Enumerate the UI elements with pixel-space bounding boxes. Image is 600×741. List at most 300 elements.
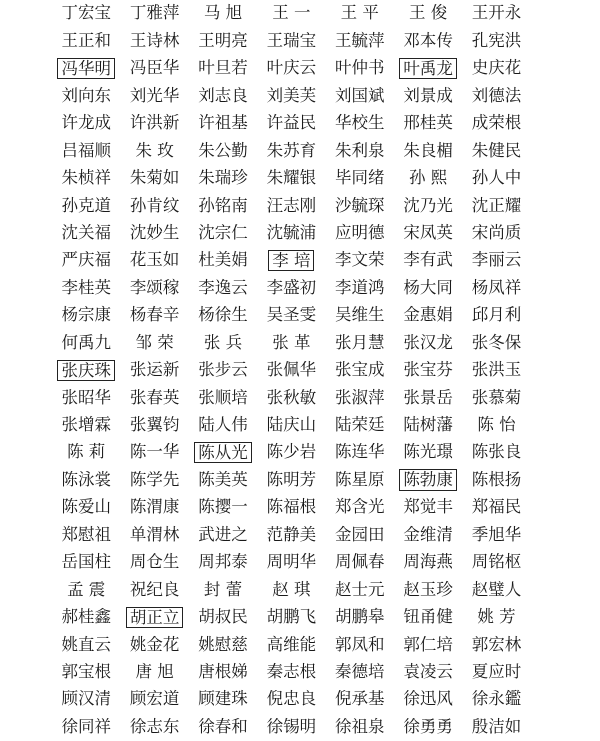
name-text: 陈一华 (129, 442, 180, 462)
name-cell (52, 0, 120, 27)
name-text: 吕福顺 (61, 140, 111, 160)
name-cell (394, 137, 462, 164)
name-text: 张冬保 (471, 332, 522, 352)
name-cell (189, 576, 257, 603)
name-text: 范静美 (266, 524, 317, 544)
name-cell (394, 384, 462, 411)
name-cell (394, 357, 462, 384)
name-cell (189, 494, 257, 521)
name-text: 张顺培 (198, 387, 248, 407)
name-cell (257, 384, 325, 411)
name-text: 徐春和 (198, 716, 248, 736)
name-text: 秦志根 (266, 661, 317, 681)
name-text: 成荣根 (471, 113, 522, 133)
name-cell (189, 659, 257, 686)
name-cell (52, 549, 120, 576)
name-text: 周邦泰 (198, 552, 248, 572)
name-text: 郑慰祖 (61, 524, 111, 544)
name-cell (52, 274, 120, 301)
name-text: 应明德 (335, 222, 385, 242)
name-text: 秦德培 (335, 661, 385, 681)
name-cell (120, 494, 188, 521)
name-cell (120, 549, 188, 576)
name-cell (120, 55, 188, 82)
name-cell (326, 247, 394, 274)
name-cell (462, 713, 530, 740)
name-text: 刘光华 (129, 85, 180, 105)
name-text: 许龙成 (61, 113, 111, 133)
name-cell (120, 220, 188, 247)
name-text: 朱瑞珍 (198, 168, 248, 188)
name-text: 张秋敏 (266, 387, 317, 407)
name-text: 陈连华 (335, 442, 385, 462)
name-text: 徐永鑑 (471, 689, 522, 709)
name-text: 张宝芬 (403, 360, 453, 380)
name-text: 武进之 (198, 524, 248, 544)
name-text: 沈关福 (61, 222, 111, 242)
name-cell (257, 302, 325, 329)
name-cell (189, 165, 257, 192)
name-cell (394, 192, 462, 219)
name-cell (326, 192, 394, 219)
name-text: 张春英 (129, 387, 180, 407)
name-text: 陈张良 (471, 442, 522, 462)
name-cell (462, 55, 530, 82)
name-cell (52, 329, 120, 356)
name-cell (257, 412, 325, 439)
name-text: 王开永 (471, 3, 522, 23)
name-text: 陈爱山 (61, 497, 111, 517)
name-cell (257, 27, 325, 54)
name-cell (257, 82, 325, 109)
name-cell (52, 247, 120, 274)
name-cell (462, 0, 530, 27)
name-cell (257, 576, 325, 603)
name-cell (189, 27, 257, 54)
name-text: 李 培 (268, 250, 314, 272)
name-cell (52, 659, 120, 686)
name-text: 王 俊 (409, 3, 448, 23)
name-cell (326, 604, 394, 631)
name-text: 唐 旭 (135, 661, 174, 681)
name-text: 朱桢祥 (61, 168, 111, 188)
name-cell (189, 274, 257, 301)
name-text: 周铭枢 (471, 552, 522, 572)
name-cell (257, 220, 325, 247)
name-cell (52, 192, 120, 219)
name-text: 张增霖 (61, 415, 111, 435)
name-cell (120, 466, 188, 493)
name-text: 朱健民 (471, 140, 522, 160)
name-cell (189, 137, 257, 164)
name-cell (52, 686, 120, 713)
name-cell (394, 494, 462, 521)
name-cell (189, 384, 257, 411)
name-cell (462, 631, 530, 658)
name-cell (52, 110, 120, 137)
name-text: 杨徐生 (198, 305, 248, 325)
name-cell (326, 0, 394, 27)
name-text: 郝桂鑫 (61, 607, 111, 627)
name-text: 朱 玫 (135, 140, 174, 160)
name-cell (462, 302, 530, 329)
name-cell (257, 165, 325, 192)
name-cell (394, 329, 462, 356)
name-cell (257, 659, 325, 686)
name-text: 姚金花 (129, 634, 180, 654)
name-cell (462, 329, 530, 356)
name-text: 陈福根 (266, 497, 317, 517)
name-cell (326, 659, 394, 686)
name-cell (257, 192, 325, 219)
name-text: 王 平 (340, 3, 379, 23)
name-text: 邹 荣 (135, 332, 174, 352)
name-text: 陈 怡 (477, 415, 516, 435)
name-text: 张宝成 (335, 360, 385, 380)
name-text: 周佩春 (335, 552, 385, 572)
name-cell (189, 247, 257, 274)
name-text: 胡叔民 (198, 607, 248, 627)
name-text: 郭仁培 (403, 634, 453, 654)
name-text: 胡正立 (126, 607, 184, 629)
name-text: 杨宗康 (61, 305, 111, 325)
name-cell (120, 110, 188, 137)
name-text: 陈勃康 (399, 469, 457, 491)
name-text: 李盛初 (266, 277, 317, 297)
name-cell (462, 604, 530, 631)
name-cell (120, 357, 188, 384)
name-text: 李有武 (403, 250, 453, 270)
name-text: 许益民 (266, 113, 317, 133)
name-cell (326, 274, 394, 301)
name-cell (120, 247, 188, 274)
name-text: 陆人伟 (198, 415, 248, 435)
name-cell (52, 466, 120, 493)
name-cell (120, 82, 188, 109)
name-text: 李逸云 (198, 277, 248, 297)
name-cell (394, 549, 462, 576)
name-cell (326, 439, 394, 466)
name-text: 朱良楣 (403, 140, 453, 160)
name-cell (120, 274, 188, 301)
name-text: 许祖基 (198, 113, 248, 133)
name-cell (189, 521, 257, 548)
name-cell (52, 82, 120, 109)
name-text: 陈撄一 (198, 497, 248, 517)
name-cell-boxed (52, 55, 120, 82)
name-text: 张月慧 (335, 332, 385, 352)
name-text: 毕同绪 (335, 168, 385, 188)
name-cell (52, 604, 120, 631)
name-text: 季旭华 (471, 524, 522, 544)
name-text: 陈光璟 (403, 442, 453, 462)
name-cell (120, 329, 188, 356)
name-text: 倪忠良 (266, 689, 317, 709)
name-text: 顾汉清 (61, 689, 111, 709)
name-cell (52, 302, 120, 329)
name-text: 丁雅萍 (129, 3, 180, 23)
name-text: 赵玉珍 (403, 579, 453, 599)
name-cell (52, 165, 120, 192)
name-text: 孙 熙 (409, 168, 448, 188)
name-cell (52, 713, 120, 740)
name-cell (462, 357, 530, 384)
name-text: 张步云 (198, 360, 248, 380)
name-text: 徐同祥 (61, 716, 111, 736)
name-cell (189, 192, 257, 219)
name-text: 赵士元 (335, 579, 385, 599)
name-text: 陆树藩 (403, 415, 453, 435)
name-text: 冯臣华 (129, 58, 180, 78)
name-cell (52, 439, 120, 466)
name-cell (394, 110, 462, 137)
name-cell (326, 384, 394, 411)
name-text: 陈根扬 (471, 469, 522, 489)
name-text: 杨凤祥 (471, 277, 522, 297)
name-cell-boxed (257, 247, 325, 274)
name-text: 金园田 (335, 524, 385, 544)
name-cell (120, 137, 188, 164)
name-text: 倪承基 (335, 689, 385, 709)
name-cell (462, 220, 530, 247)
name-cell (189, 604, 257, 631)
name-text: 马 旭 (203, 3, 243, 23)
name-text: 吴圣雯 (266, 305, 317, 325)
name-text: 陆庆山 (266, 415, 317, 435)
name-text: 顾建珠 (198, 689, 248, 709)
name-text: 张运新 (129, 360, 180, 380)
name-cell (257, 439, 325, 466)
name-cell (394, 659, 462, 686)
name-text: 孙人中 (471, 168, 522, 188)
name-cell (394, 439, 462, 466)
name-cell (120, 27, 188, 54)
name-text: 宋凤英 (403, 222, 453, 242)
name-text: 周仓生 (129, 552, 180, 572)
name-text: 许洪新 (129, 113, 180, 133)
name-text: 殷洁如 (471, 716, 522, 736)
name-text: 陈学先 (129, 469, 180, 489)
name-cell (257, 521, 325, 548)
name-text: 姚 芳 (477, 607, 516, 627)
name-text: 史庆花 (471, 58, 522, 78)
name-text: 袁凌云 (403, 661, 453, 681)
name-text: 李文荣 (335, 250, 385, 270)
name-cell-boxed (52, 357, 120, 384)
name-cell (462, 384, 530, 411)
name-cell (326, 137, 394, 164)
name-cell-boxed (120, 604, 188, 631)
name-text: 陆荣廷 (335, 415, 385, 435)
name-cell (462, 110, 530, 137)
name-text: 顾宏道 (129, 689, 180, 709)
name-cell (52, 220, 120, 247)
name-cell (52, 384, 120, 411)
name-cell (326, 55, 394, 82)
name-cell (189, 302, 257, 329)
name-cell (326, 220, 394, 247)
name-text: 王毓萍 (335, 30, 385, 50)
name-cell (120, 0, 188, 27)
name-cell (120, 165, 188, 192)
name-text: 朱菊如 (129, 168, 180, 188)
name-cell (120, 384, 188, 411)
name-text: 孙肯纹 (129, 195, 180, 215)
name-cell (120, 659, 188, 686)
name-text: 单渭林 (129, 524, 180, 544)
name-text: 杨春辛 (129, 305, 180, 325)
name-text: 何禹九 (61, 332, 111, 352)
name-cell (326, 165, 394, 192)
name-text: 郑含光 (335, 497, 385, 517)
name-text: 刘景成 (403, 85, 453, 105)
name-cell (462, 576, 530, 603)
name-cell (326, 82, 394, 109)
name-text: 金维清 (403, 524, 453, 544)
name-cell (189, 466, 257, 493)
name-cell (189, 110, 257, 137)
name-text: 李颂稼 (129, 277, 180, 297)
name-text: 姚直云 (61, 634, 111, 654)
name-cell (394, 631, 462, 658)
name-text: 陈泳裳 (61, 469, 111, 489)
name-cell (52, 27, 120, 54)
name-cell (326, 713, 394, 740)
name-text: 祝纪良 (129, 579, 180, 599)
name-cell (257, 0, 325, 27)
name-cell (189, 686, 257, 713)
name-text: 花玉如 (129, 250, 180, 270)
name-cell (189, 631, 257, 658)
name-text: 刘德法 (471, 85, 522, 105)
name-text: 徐迅风 (403, 689, 453, 709)
name-text: 郭宏林 (471, 634, 522, 654)
name-text: 高维能 (266, 634, 317, 654)
name-text: 沈宗仁 (198, 222, 248, 242)
name-cell (394, 302, 462, 329)
name-text: 华校生 (335, 113, 385, 133)
name-cell (394, 604, 462, 631)
name-cell (120, 302, 188, 329)
name-text: 宋尚质 (471, 222, 522, 242)
name-cell (394, 165, 462, 192)
name-cell (257, 604, 325, 631)
name-cell (462, 82, 530, 109)
name-cell (326, 302, 394, 329)
name-cell (394, 27, 462, 54)
name-cell (394, 521, 462, 548)
name-text: 胡鹏飞 (266, 607, 317, 627)
name-cell (462, 165, 530, 192)
name-text: 赵 琪 (272, 579, 311, 599)
name-cell (394, 412, 462, 439)
name-cell (462, 247, 530, 274)
name-cell (120, 631, 188, 658)
name-cell (462, 439, 530, 466)
name-text: 张淑萍 (335, 387, 385, 407)
name-text: 赵璧人 (471, 579, 522, 599)
name-cell (462, 412, 530, 439)
name-cell (257, 466, 325, 493)
name-text: 刘志良 (198, 85, 248, 105)
name-text: 陈明芳 (266, 469, 317, 489)
name-cell (120, 439, 188, 466)
name-cell (52, 137, 120, 164)
name-cell (462, 137, 530, 164)
name-text: 张庆珠 (57, 360, 115, 382)
name-text: 冯华明 (57, 58, 115, 80)
name-cell (257, 631, 325, 658)
name-text: 徐志东 (129, 716, 180, 736)
name-text: 邢桂英 (403, 113, 453, 133)
name-text: 王明亮 (198, 30, 248, 50)
name-text: 张洪玉 (471, 360, 522, 380)
name-cell (326, 576, 394, 603)
name-cell (326, 27, 394, 54)
name-grid (52, 0, 531, 741)
name-cell (52, 576, 120, 603)
name-text: 岳国柱 (61, 552, 111, 572)
name-text: 郭凤和 (335, 634, 385, 654)
name-text: 王瑞宝 (266, 30, 317, 50)
name-cell (257, 549, 325, 576)
name-text: 徐祖泉 (335, 716, 385, 736)
name-text: 邱月利 (471, 305, 522, 325)
name-text: 姚慰慈 (198, 634, 248, 654)
name-text: 王诗林 (129, 30, 180, 50)
name-cell (257, 494, 325, 521)
name-cell (394, 576, 462, 603)
name-text: 朱苏育 (266, 140, 317, 160)
name-text: 朱公勤 (198, 140, 248, 160)
name-cell (394, 274, 462, 301)
name-text: 钮甬健 (403, 607, 453, 627)
name-text: 刘美芙 (266, 85, 317, 105)
name-text: 唐根娣 (198, 661, 248, 681)
name-text: 沈毓浦 (266, 222, 317, 242)
name-text: 叶禹龙 (399, 58, 457, 80)
name-text: 汪志刚 (266, 195, 317, 215)
name-cell (394, 220, 462, 247)
name-text: 王 一 (272, 3, 311, 23)
name-cell (394, 713, 462, 740)
name-cell (462, 466, 530, 493)
name-cell (462, 549, 530, 576)
name-cell (52, 631, 120, 658)
name-cell (462, 521, 530, 548)
name-text: 郭宝根 (61, 661, 111, 681)
name-text: 刘国斌 (335, 85, 385, 105)
name-cell (462, 686, 530, 713)
name-text: 金惠娟 (403, 305, 453, 325)
name-text: 封 蕾 (203, 579, 243, 599)
name-text: 张景岳 (403, 387, 453, 407)
name-text: 孙克道 (61, 195, 111, 215)
name-text: 张 革 (272, 332, 311, 352)
name-cell (326, 494, 394, 521)
name-cell (326, 549, 394, 576)
name-cell (189, 412, 257, 439)
name-text: 杜美娟 (198, 250, 248, 270)
name-text: 沙毓琛 (335, 195, 385, 215)
name-cell (120, 192, 188, 219)
name-text: 沈正耀 (471, 195, 522, 215)
name-text: 杨大同 (403, 277, 453, 297)
name-cell-boxed (189, 439, 257, 466)
name-text: 沈妙生 (129, 222, 180, 242)
name-cell (52, 494, 120, 521)
name-text: 李桂英 (61, 277, 111, 297)
